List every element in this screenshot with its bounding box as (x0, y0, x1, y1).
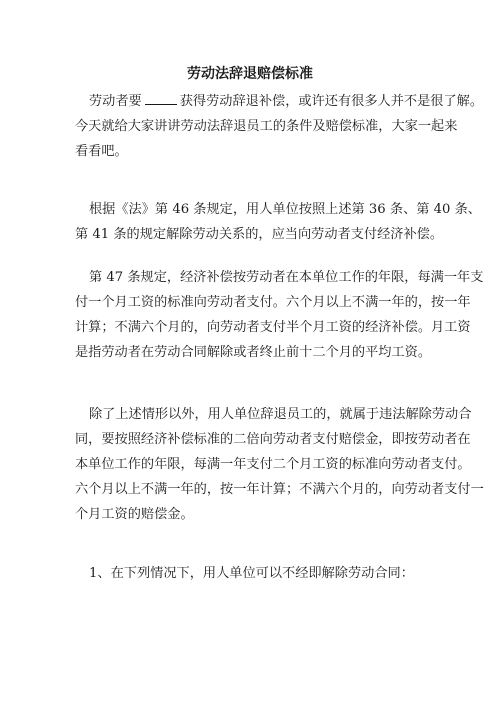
paragraph-line: 同，要按照经济补偿标准的二倍向劳动者支付赔偿金，即按劳动者在 (75, 432, 471, 447)
list-item-paragraph (75, 561, 431, 586)
intro-line-1-after: 获得劳动辞退补偿，或许还有很多人并不是很了解。 (179, 94, 484, 109)
paragraph-line: 除了上述情形以外，用人单位辞退员工的，就属于违法解除劳动合 (89, 407, 472, 422)
paragraph-line: 根据《法》第 46 条规定，用人单位按照上述第 36 条、第 40 条、 (89, 202, 481, 217)
intro-paragraph (75, 89, 484, 164)
paragraph-line: 第 47 条规定，经济补偿按劳动者在本单位工作的年限，每满一年支 (89, 270, 484, 285)
intro-line-2: 今天就给大家讲讲劳动法辞退员工的条件及赔偿标准，大家一起来 (75, 119, 458, 134)
intro-line-1-before: 劳动者要 (89, 94, 142, 109)
paragraph-line: 付一个月工资的标准向劳动者支付。六个月以上不满一年的，按一年 (75, 295, 471, 310)
illegal-dismissal-paragraph (75, 402, 484, 527)
paragraph-line: 是指劳动者在劳动合同解除或者终止前十二个月的平均工资。 (75, 345, 432, 360)
paragraph-line: 本单位工作的年限，每满一年支付二个月工资的标准向劳动者支付。 (75, 457, 471, 472)
paragraph-line: 第 41 条的规定解除劳动关系的，应当向劳动者支付经济补偿。 (75, 227, 444, 242)
paragraph-line: 1、在下列情况下，用人单位可以不经即解除劳动合同： (89, 566, 414, 581)
paragraph-line: 个月工资的赔偿金。 (75, 507, 194, 522)
fill-in-blank (145, 92, 177, 105)
document-title: 劳动法辞退赔偿标准 (187, 66, 313, 82)
paragraph-line: 计算；不满六个月的，向劳动者支付半个月工资的经济补偿。月工资 (75, 320, 471, 335)
intro-line-1 (75, 89, 484, 114)
paragraph-line: 六个月以上不满一年的，按一年计算；不满六个月的，向劳动者支付一 (75, 482, 484, 497)
intro-line-3: 看看吧。 (75, 144, 128, 159)
article-46-paragraph (75, 197, 481, 247)
article-47-paragraph (75, 265, 484, 365)
